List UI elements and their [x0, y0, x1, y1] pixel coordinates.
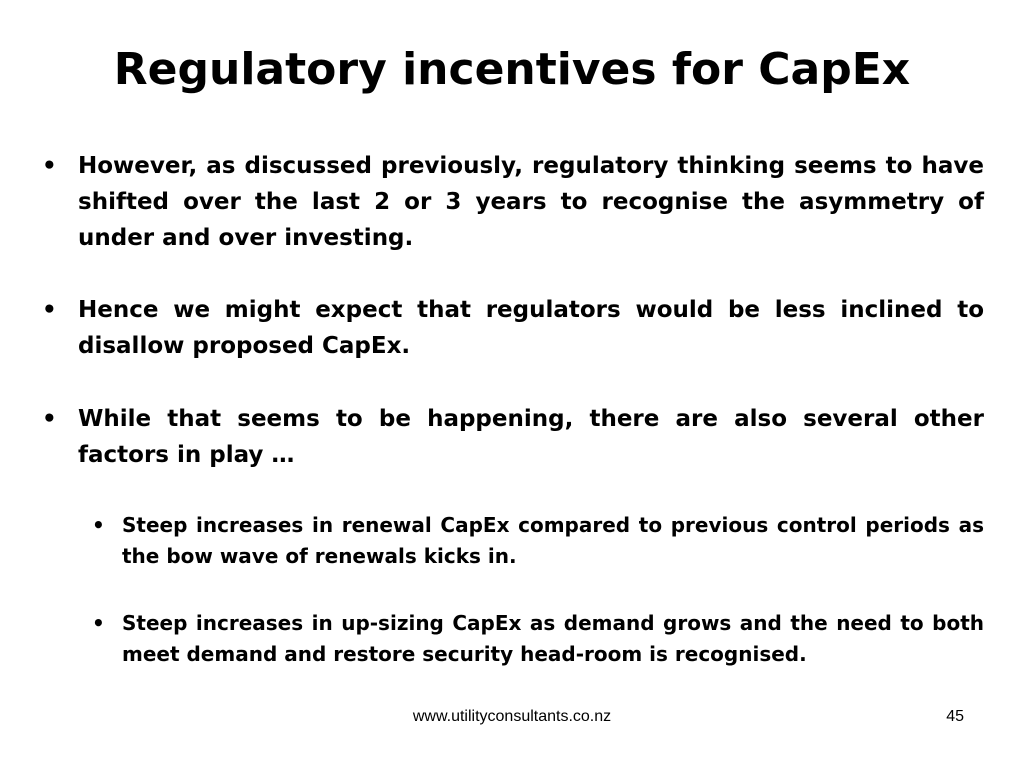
- bullet-dot: •: [42, 297, 57, 323]
- sub-bullet-text: Steep increases in renewal CapEx compared to previous control periods as the bow wave of renewals kicks in.: [122, 513, 984, 568]
- bullet-dot: •: [42, 406, 57, 432]
- sub-bullet-dot: •: [92, 513, 105, 537]
- bullet-dot: •: [42, 153, 57, 179]
- footer-url: www.utilityconsultants.co.nz: [412, 708, 612, 725]
- page-number: 45: [946, 708, 964, 725]
- bullet-item: [42, 292, 984, 364]
- bullet-item: [42, 148, 984, 256]
- sub-bullet-item: [92, 510, 984, 572]
- sub-bullet-dot: •: [92, 611, 105, 635]
- bullet-item: [42, 401, 984, 473]
- bullet-text: However, as discussed previously, regulatory thinking seems to have shifted over the last 2 or 3 years to recognise the asymmetry of under and over investing.: [78, 153, 984, 251]
- bullet-text: While that seems to be happening, there are also several other factors in play …: [78, 406, 984, 468]
- bullet-text: Hence we might expect that regulators would be less inclined to disallow proposed CapEx.: [78, 297, 984, 359]
- sub-bullet-item: [92, 608, 984, 670]
- slide-title: Regulatory incentives for CapEx: [113, 44, 911, 95]
- sub-bullet-text: Steep increases in up-sizing CapEx as demand grows and the need to both meet demand and restore security head-room is recognised.: [122, 611, 984, 666]
